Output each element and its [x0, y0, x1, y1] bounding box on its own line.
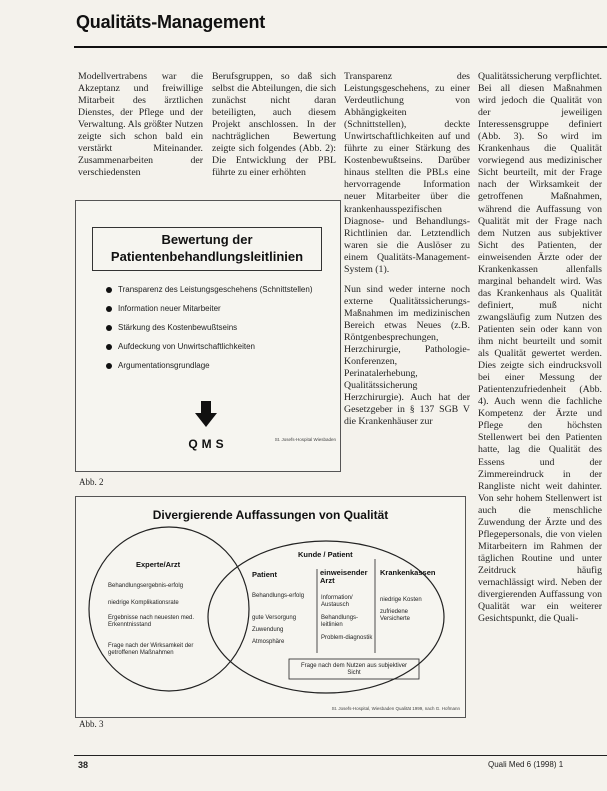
referrer-heading: einweisender Arzt	[320, 568, 368, 585]
figure-caption: Abb. 3	[79, 719, 104, 729]
page-title: Qualitäts-Management	[76, 12, 266, 32]
paragraph: Nun sind weder interne noch externe Qualitätssicherungs-Maßnahmen im medizinischen Bereich etwas Neues (z.B. Röntgenbesprechungen, Herzchirurgie, Pathologie-Konferenzen, Perinatalerhebung, Qualitätssicherung Herzchirurgie). Auch hat der Gesetzgeber in § 137 SGB V die Krankenhäuser zur	[344, 283, 470, 428]
figure-evaluation	[75, 200, 341, 472]
expert-circle	[89, 527, 249, 691]
patient-item: Behandlungs-erfolg	[252, 593, 305, 599]
expert-item: Ergebnisse nach neuesten med. Erkenntnisstand	[108, 615, 195, 628]
qms-label: QMS	[188, 437, 228, 451]
figure-source: St. Josefs-Hospital Wiesbaden	[274, 437, 336, 442]
figure-quality-views	[75, 496, 466, 718]
list-item	[106, 323, 331, 333]
bullet-icon	[106, 363, 112, 369]
expert-item: niedrige Komplikationsrate	[108, 600, 179, 606]
paragraph: Qualitätssicherung verpflichtet. Bei all diesen Maßnahmen wird jedoch die Qualität von der jeweiligen Interessensgruppe definiert (Abb. 3). So wird im Krankenhaus die Qualität vorwiegend aus medizinischer Sicht beurteilt, mit der Frage nach der Wirksamkeit der getroffenen Maßnahmen, während die Auffassung von Qualität mit der Frage nach dem Nutzen aus subjektiver Sicht des Patienten, der einweisenden Ärzte oder der Krankenkassen allenfalls marginal behandelt wird. Was das Krankenhaus als Qualität definiert, muß nicht zwangsläufig zum Nutzen des Patienten sein oder kann von ihm nicht beurteilt und somit als Qualität gewertet werden. Dies zeigte sich eindrucksvoll bei einer Messung der Patientenzufriedenheit (Abb. 4). Auch wenn die fachliche Kompetenz der Ärzte und Pflege den höchsten Stellenwert bei den Patienten hatte, lag die Qualität des Essens und der Zimmereindruck in der Rangliste nicht weit dahinter. Von sehr hohem Stellenwert ist auch die menschliche Zuwendung der Ärzte und des Pflegepersonals, die von vielen Mitarbeitern im Rahmen der täglichen Routine und unter Zeitdruck häufig vernachlässigt wird. Neben der divergierenden Auffassung von Qualität war ein weiterer Gesichtspunkt, die Quali-	[478, 71, 602, 625]
footer-rule	[74, 755, 607, 756]
bottom-note: Frage nach dem Nutzen aus subjektiver Sicht	[300, 663, 408, 676]
bullet-icon	[106, 344, 112, 350]
list-item	[106, 361, 331, 371]
text-column-4	[478, 71, 602, 721]
insurer-item: niedrige Kosten	[380, 597, 422, 603]
figure-title: Bewertung der Patientenbehandlungsleitlinien	[110, 232, 304, 264]
insurer-item: zufriedene Versicherte	[380, 609, 411, 622]
bullet-icon	[106, 287, 112, 293]
text-column-3	[344, 71, 470, 436]
paragraph: Transparenz des Leistungsgeschehens, zu einer Verdeutlichung von Abhängigkeiten (Schnittstellen), deckte Unwirtschaftlichkeiten auf und führte zu einer Stärkung des Kostenbewußtseins. Darüber hinaus stellten die PBLs eine hervorragende Information neuer Mitarbeiter über die krankenhausspezifischen Diagnose- und Behandlungs-Richtlinien dar. Letztendlich waren sie die Auslöser zu einem Qualitäts-Management-System (1).	[344, 71, 470, 275]
down-arrow-icon	[195, 401, 217, 427]
referrer-item: Information/ Austausch	[321, 595, 353, 608]
list-item-text: Stärkung des Kostenbewußtseins	[118, 323, 238, 332]
text-column-1	[78, 71, 203, 187]
list-item	[106, 342, 331, 352]
bullet-icon	[106, 325, 112, 331]
patient-item: Atmosphäre	[252, 639, 285, 645]
page-number: 38	[78, 760, 89, 770]
referrer-item: Behandlungs-leitlinien	[321, 615, 359, 628]
evaluation-list	[106, 285, 331, 380]
expert-item: Frage nach der Wirksamkeit der getroffenen Maßnahmen	[108, 643, 194, 656]
list-item-text: Argumentationsgrundlage	[118, 361, 210, 370]
figure-title: Divergierende Auffassungen von Qualität	[152, 508, 389, 522]
journal-reference: Quali Med 6 (1998) 1	[488, 760, 564, 769]
venn-diagram	[76, 497, 465, 717]
bullet-icon	[106, 306, 112, 312]
paragraph: Modellvertrabens war die Akzeptanz und freiwillige Mitarbeit des ärztlichen Dienstes, der Pflege und der Verwaltung. Als größter Nutzen zeigte sich schon bald ein verstärkt Miteinander. Zusammenarbeiten der verschiedensten	[78, 71, 203, 179]
list-item-text: Information neuer Mitarbeiter	[118, 304, 221, 313]
paragraph: Berufsgruppen, so daß sich selbst die Abteilungen, die sich zunächst nicht daran beteiligten, auch diesem Projekt anschlossen. In der nachträglichen Bewertung zeigte sich folgendes (Abb. 2): Die Entwicklung der PBL führte zu einer erhöhten	[212, 71, 336, 179]
insurer-heading: Krankenkassen	[380, 568, 436, 577]
list-item-text: Aufdeckung von Unwirtschaftlichkeiten	[118, 342, 255, 351]
customer-heading: Kunde / Patient	[298, 550, 353, 559]
figure-caption: Abb. 2	[79, 477, 104, 487]
patient-item: Zuwendung	[252, 627, 284, 633]
expert-heading: Experte/Arzt	[136, 560, 181, 569]
list-item	[106, 304, 331, 314]
list-item	[106, 285, 331, 295]
figure-title-box	[92, 227, 322, 271]
figure-source: St. Josefs-Hospital, Wiesbaden Qualität 1999, nach G. Hofmann	[331, 706, 460, 711]
text-column-2	[212, 71, 336, 187]
referrer-item: Problem-diagnostik	[321, 635, 373, 641]
patient-item: gute Versorgung	[252, 615, 297, 621]
patient-heading: Patient	[252, 570, 278, 579]
list-item-text: Transparenz des Leistungsgeschehens (Schnittstellen)	[118, 285, 313, 294]
expert-item: Behandlungsergebnis-erfolg	[108, 583, 184, 589]
